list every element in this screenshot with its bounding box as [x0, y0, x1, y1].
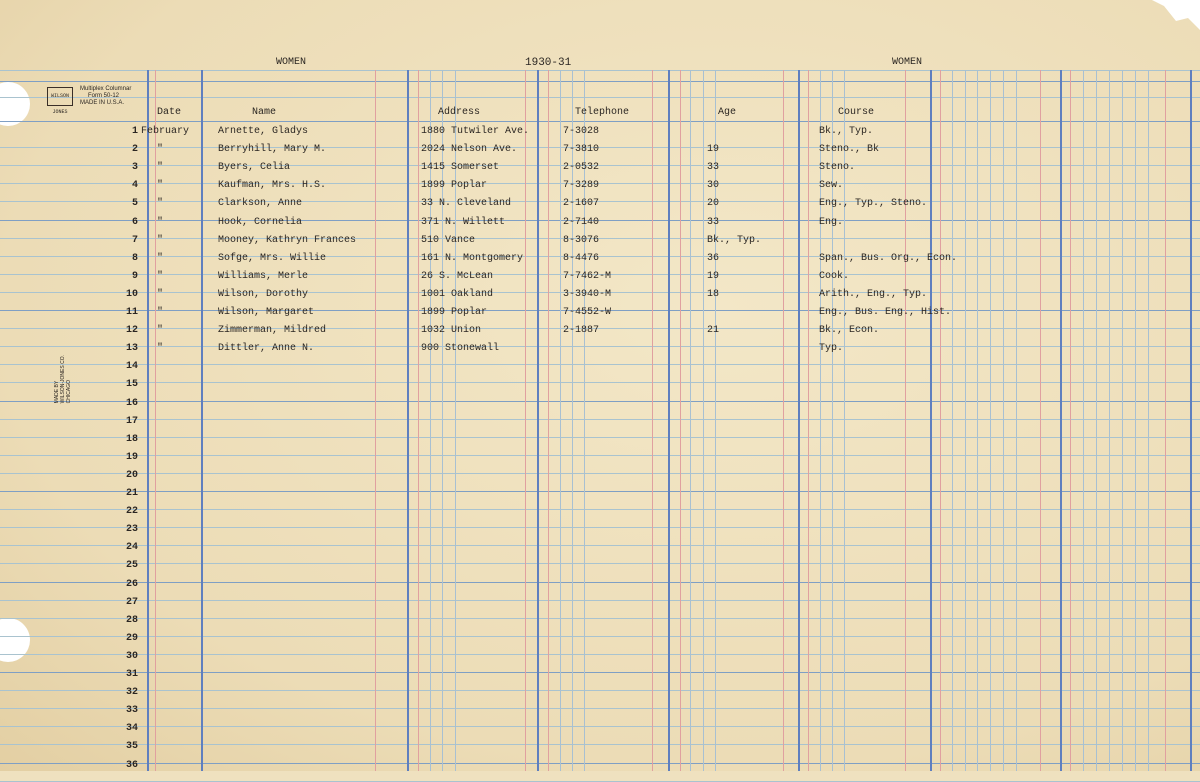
row-number: 26 — [125, 579, 138, 590]
cell-course: Eng., Bus. Eng., Hist. — [819, 307, 952, 318]
cell-date: " — [157, 235, 164, 246]
cell-date: " — [157, 144, 164, 155]
cell-course: Span., Bus. Org., Econ. — [819, 253, 958, 264]
column-rule — [1148, 70, 1149, 771]
row-number: 27 — [125, 597, 138, 608]
cell-name: Hook, Cornelia — [218, 217, 303, 228]
cell-address: 1032 Union — [421, 325, 482, 336]
row-number: 11 — [125, 307, 138, 318]
row-number: 8 — [131, 253, 138, 264]
row-number: 5 — [131, 198, 138, 209]
column-rule — [703, 70, 704, 771]
row-number: 9 — [131, 271, 138, 282]
column-rule — [844, 70, 845, 771]
column-rule — [940, 70, 941, 771]
cell-date: " — [157, 162, 164, 173]
row-number: 15 — [125, 379, 138, 390]
rule-line — [0, 545, 1200, 546]
rule-line — [0, 582, 1200, 583]
cell-address: 2024 Nelson Ave. — [421, 144, 518, 155]
column-rule — [668, 70, 670, 771]
row-number: 7 — [131, 235, 138, 246]
cell-name: Kaufman, Mrs. H.S. — [218, 180, 327, 191]
row-number: 24 — [125, 542, 138, 553]
row-number: 19 — [125, 452, 138, 463]
cell-course: Eng., Typ., Steno. — [819, 198, 928, 209]
column-rule — [201, 70, 203, 771]
cell-telephone: 7-3289 — [563, 180, 600, 191]
column-rule — [537, 70, 539, 771]
cell-address: 371 N. Willett — [421, 217, 506, 228]
rule-line — [0, 220, 1200, 221]
cell-date: " — [157, 307, 164, 318]
rule-line — [0, 183, 1200, 184]
cell-name: Byers, Celia — [218, 162, 291, 173]
column-header-name: Name — [252, 107, 277, 118]
column-rule — [147, 70, 149, 771]
cell-date: " — [157, 343, 164, 354]
cell-address: 1880 Tutwiler Ave. — [421, 126, 530, 137]
cell-age: 19 — [707, 144, 720, 155]
header-year: 1930-31 — [525, 57, 572, 69]
column-rule — [572, 70, 573, 771]
cell-age: Bk., Typ. — [707, 235, 762, 246]
column-rule — [1083, 70, 1084, 771]
row-number: 4 — [131, 180, 138, 191]
form-label-line: MADE IN U.S.A. — [80, 100, 125, 106]
row-number: 1 — [131, 126, 138, 137]
rule-line — [0, 618, 1200, 619]
row-number: 30 — [125, 651, 138, 662]
column-rule — [1016, 70, 1017, 771]
rule-line — [0, 382, 1200, 383]
rule-line — [0, 70, 1200, 71]
cell-name: Williams, Merle — [218, 271, 309, 282]
row-number: 17 — [125, 416, 138, 427]
rule-line — [0, 437, 1200, 438]
cell-address: 26 S. McLean — [421, 271, 494, 282]
column-rule — [1096, 70, 1097, 771]
row-number: 35 — [125, 741, 138, 752]
column-rule — [1003, 70, 1004, 771]
rule-line — [0, 672, 1200, 673]
rule-line — [0, 527, 1200, 528]
rule-line — [0, 654, 1200, 655]
row-number: 32 — [125, 687, 138, 698]
rule-line — [0, 364, 1200, 365]
row-number: 14 — [125, 361, 138, 372]
cell-name: Dittler, Anne N. — [218, 343, 315, 354]
cell-name: Arnette, Gladys — [218, 126, 309, 137]
maker-label-line: WILSON-JONES CO. — [60, 355, 66, 404]
column-header-date: Date — [157, 107, 182, 118]
rule-line — [0, 419, 1200, 420]
row-number: 12 — [125, 325, 138, 336]
cell-age: 30 — [707, 180, 720, 191]
cell-date: " — [157, 325, 164, 336]
column-header-course: Course — [838, 107, 875, 118]
row-number: 20 — [125, 470, 138, 481]
column-rule — [155, 70, 156, 771]
column-rule — [905, 70, 906, 771]
column-rule — [680, 70, 681, 771]
column-rule — [1040, 70, 1041, 771]
column-rule — [832, 70, 833, 771]
row-number: 28 — [125, 615, 138, 626]
cell-telephone: 7-3028 — [563, 126, 600, 137]
column-rule — [798, 70, 800, 771]
cell-course: Cook. — [819, 271, 850, 282]
column-rule — [375, 70, 376, 771]
row-number: 33 — [125, 705, 138, 716]
form-logo: WILSON JONES — [47, 87, 73, 106]
column-rule — [430, 70, 431, 771]
cell-telephone: 2-0532 — [563, 162, 600, 173]
cell-name: Clarkson, Anne — [218, 198, 303, 209]
cell-date: " — [157, 180, 164, 191]
cell-date: " — [157, 198, 164, 209]
cell-name: Wilson, Margaret — [218, 307, 315, 318]
column-header-telephone: Telephone — [575, 107, 630, 118]
cell-course: Bk., Typ. — [819, 126, 874, 137]
column-rule — [690, 70, 691, 771]
maker-label-line: MADE BY — [54, 380, 60, 404]
cell-age: 21 — [707, 325, 720, 336]
column-rule — [418, 70, 419, 771]
rule-line — [0, 97, 1200, 98]
cell-telephone: 2-1887 — [563, 325, 600, 336]
column-rule — [1165, 70, 1166, 771]
column-header-address: Address — [438, 107, 481, 118]
row-number: 3 — [131, 162, 138, 173]
column-rule — [548, 70, 549, 771]
form-label — [80, 86, 131, 107]
cell-age: 20 — [707, 198, 720, 209]
rule-line — [0, 473, 1200, 474]
rule-line — [0, 600, 1200, 601]
cell-address: 1001 Oakland — [421, 289, 494, 300]
rule-line — [0, 401, 1200, 402]
cell-course: Typ. — [819, 343, 844, 354]
cell-telephone: 3-3940-M — [563, 289, 612, 300]
row-number: 23 — [125, 524, 138, 535]
column-rule — [952, 70, 953, 771]
row-number: 6 — [131, 217, 138, 228]
cell-address: 1415 Somerset — [421, 162, 500, 173]
header-left: WOMEN — [276, 57, 307, 68]
column-rule — [652, 70, 653, 771]
column-rule — [1135, 70, 1136, 771]
column-rule — [977, 70, 978, 771]
cell-age: 19 — [707, 271, 720, 282]
cell-age: 33 — [707, 162, 720, 173]
row-number: 31 — [125, 669, 138, 680]
cell-telephone: 7-3810 — [563, 144, 600, 155]
cell-date: February — [141, 126, 190, 137]
cell-course: Arith., Eng., Typ. — [819, 289, 928, 300]
cell-telephone: 8-4476 — [563, 253, 600, 264]
rule-line — [0, 256, 1200, 257]
column-rule — [820, 70, 821, 771]
cell-age: 33 — [707, 217, 720, 228]
column-rule — [990, 70, 991, 771]
form-label-line: Multiplex Columnar — [80, 86, 132, 92]
rule-line — [0, 726, 1200, 727]
cell-name: Berryhill, Mary M. — [218, 144, 327, 155]
rule-line — [0, 636, 1200, 637]
cell-age: 36 — [707, 253, 720, 264]
cell-address: 1899 Poplar — [421, 307, 488, 318]
cell-age: 18 — [707, 289, 720, 300]
cell-date: " — [157, 271, 164, 282]
column-header-age: Age — [718, 107, 737, 118]
maker-label-line: CHICAGO — [66, 380, 72, 404]
column-rule — [1122, 70, 1123, 771]
cell-name: Sofge, Mrs. Willie — [218, 253, 327, 264]
rule-line — [0, 201, 1200, 202]
column-rule — [930, 70, 932, 771]
row-number: 18 — [125, 434, 138, 445]
rule-line — [0, 744, 1200, 745]
column-rule — [525, 70, 526, 771]
binder-hole — [0, 618, 30, 662]
cell-address: 1899 Poplar — [421, 180, 488, 191]
column-rule — [808, 70, 809, 771]
cell-date: " — [157, 253, 164, 264]
cell-telephone: 7-7462-M — [563, 271, 612, 282]
row-number: 2 — [131, 144, 138, 155]
row-number: 22 — [125, 506, 138, 517]
cell-date: " — [157, 217, 164, 228]
row-number: 16 — [125, 398, 138, 409]
cell-course: Bk., Econ. — [819, 325, 880, 336]
cell-address: 900 Stonewall — [421, 343, 500, 354]
rule-line — [0, 147, 1200, 148]
binder-hole — [0, 82, 30, 126]
cell-address: 33 N. Cleveland — [421, 198, 512, 209]
rule-line — [0, 491, 1200, 492]
rule-line — [0, 509, 1200, 510]
rule-line — [0, 346, 1200, 347]
rule-line — [0, 455, 1200, 456]
column-rule — [965, 70, 966, 771]
row-number: 36 — [125, 760, 138, 771]
column-rule — [783, 70, 784, 771]
header-right: WOMEN — [892, 57, 923, 68]
column-rule — [1190, 70, 1192, 771]
rule-line — [0, 690, 1200, 691]
column-rule — [584, 70, 585, 771]
row-number: 25 — [125, 560, 138, 571]
row-number: 29 — [125, 633, 138, 644]
cell-address: 510 Vance — [421, 235, 476, 246]
cell-name: Wilson, Dorothy — [218, 289, 309, 300]
column-rule — [1060, 70, 1062, 771]
row-number: 21 — [125, 488, 138, 499]
cell-date: " — [157, 289, 164, 300]
cell-course: Sew. — [819, 180, 844, 191]
rule-line — [0, 328, 1200, 329]
cell-address: 161 N. Montgomery — [421, 253, 524, 264]
cell-course: Eng. — [819, 217, 844, 228]
column-rule — [455, 70, 456, 771]
maker-label — [54, 355, 72, 403]
form-label-line: Form 50-12 — [88, 93, 120, 99]
cell-course: Steno., Bk — [819, 144, 880, 155]
row-number: 34 — [125, 723, 138, 734]
row-number: 10 — [125, 289, 138, 300]
column-rule — [442, 70, 443, 771]
rule-line — [0, 763, 1200, 764]
column-rule — [715, 70, 716, 771]
rule-line — [0, 165, 1200, 166]
rule-line — [0, 81, 1200, 82]
column-rule — [560, 70, 561, 771]
cell-telephone: 7-4552-W — [563, 307, 612, 318]
rule-line — [0, 563, 1200, 564]
rule-line — [0, 121, 1200, 122]
cell-telephone: 2-1607 — [563, 198, 600, 209]
column-rule — [407, 70, 409, 771]
cell-name: Zimmerman, Mildred — [218, 325, 327, 336]
column-rule — [1070, 70, 1071, 771]
rule-line — [0, 708, 1200, 709]
row-number: 13 — [125, 343, 138, 354]
column-rule — [1109, 70, 1110, 771]
cell-name: Mooney, Kathryn Frances — [218, 235, 357, 246]
torn-corner — [1120, 0, 1200, 30]
cell-telephone: 8-3076 — [563, 235, 600, 246]
cell-telephone: 2-7140 — [563, 217, 600, 228]
rule-line — [0, 238, 1200, 239]
cell-course: Steno. — [819, 162, 856, 173]
